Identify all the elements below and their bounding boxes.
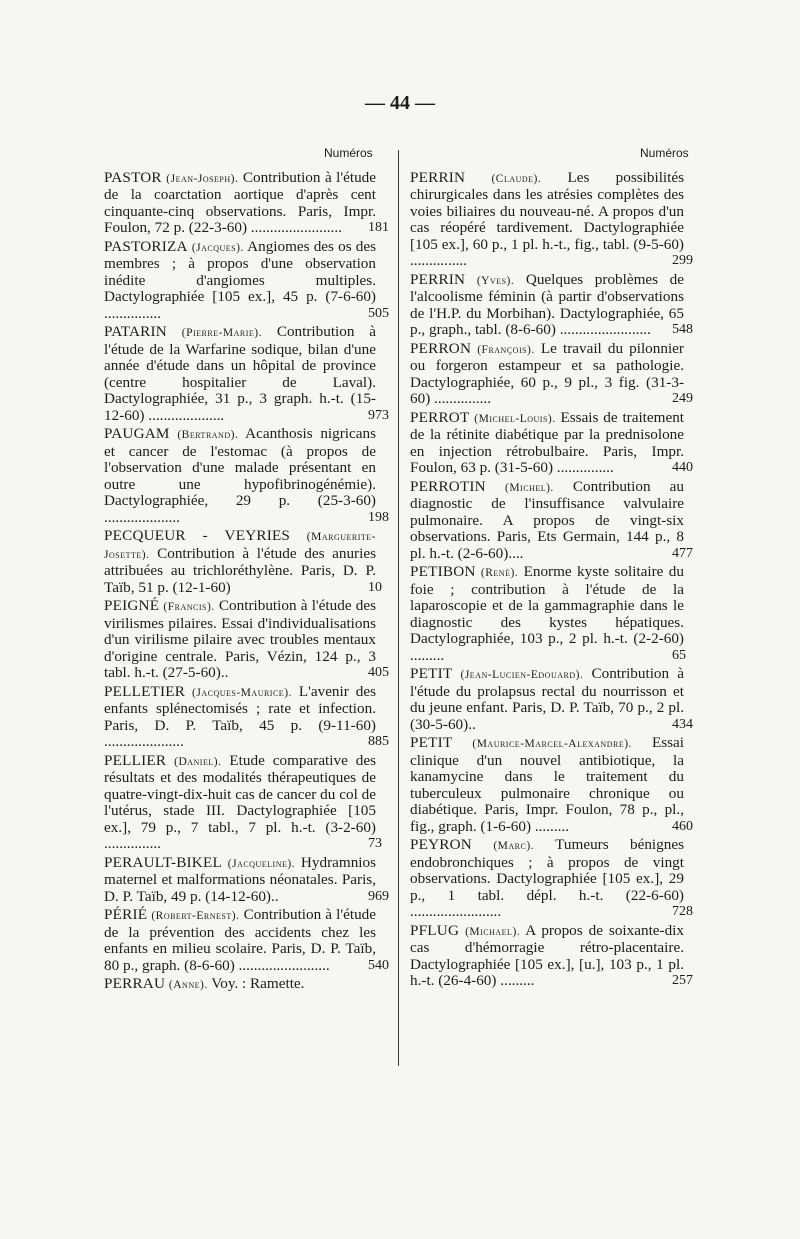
entry-given-names: (Francis). [163, 601, 215, 614]
entry-surname: PERAULT-BIKEL [104, 853, 222, 871]
entry-given-names: (Maurice-Marcel-Alexandre). [472, 738, 632, 751]
bibliography-entry [104, 597, 389, 682]
entry-number: 257 [672, 972, 693, 988]
bibliography-entry [104, 906, 389, 974]
bibliography-entry [104, 238, 389, 322]
entry-given-names: (René). [480, 567, 519, 580]
entry-text [104, 976, 376, 993]
entry-surname: PEIGNÉ [104, 597, 160, 615]
entry-description: Le travail du pilonnier ou forgeron estampeur et sa pathologie. Dactylographiée, 60 p., 9 pl., 3 fig. (31-3-60) ............... [410, 339, 684, 408]
entry-description: Voy. : Ramette. [211, 975, 305, 993]
left-column [104, 169, 389, 996]
entry-number: 198 [368, 509, 389, 525]
bibliography-entry [104, 323, 389, 424]
entry-number: 728 [672, 903, 693, 919]
entry-given-names: (Michel). [504, 481, 554, 494]
entry-number: 65 [672, 647, 686, 663]
entry-given-names: (Robert-Ernest). [151, 910, 240, 923]
entry-number: 460 [672, 818, 693, 834]
entry-surname: PEYRON [410, 836, 472, 854]
bibliography-entry [104, 527, 382, 596]
right-column [410, 169, 693, 992]
entry-text [104, 324, 376, 424]
page-number: — 44 — [365, 92, 435, 114]
entry-surname: PERROT [410, 408, 470, 426]
bibliography-entry [410, 339, 693, 408]
entry-description: Contribution à l'étude de la coarctation aortique d'après cent cinquante-cinq observations. Paris, Impr. Foulon, 72 p. (22-3-60) ........................ [104, 169, 377, 237]
entry-given-names: (François). [477, 343, 535, 356]
entry-description: Angiomes des os des membres ; à propos d'une observation inédite d'angiomes multiples. Dactylographiée [105 ex.], 45 p. (7-6-60) ............... [104, 238, 376, 322]
entry-description: Contribution au diagnostic de l'insuffisance valvulaire pulmonaire. A propos de vingt-six observations. Paris, Ets Germain, 144 p., 8 pl. h.-t. (2-6-60).... [410, 477, 685, 562]
entry-text [104, 753, 376, 853]
entry-given-names: (Anne). [168, 979, 208, 992]
bibliography-entry [410, 734, 693, 835]
bibliography-entry [410, 270, 693, 339]
entry-text [410, 170, 684, 270]
entry-description: Quelques problèmes de l'alcoolisme féminin (à partir d'observations de l'H.P. du Morbihan). Dactylographiée, 65 p., graph., tabl. (8-6-60) ........................ [410, 270, 684, 339]
bibliography-entry [410, 408, 693, 477]
entry-text [104, 684, 376, 751]
entry-given-names: (Jean-Lucien-Edouard). [460, 669, 584, 682]
entry-surname: PETIT [410, 734, 453, 752]
entry-surname: PERRIN [410, 270, 466, 288]
entry-text [410, 837, 684, 920]
entry-number: 405 [368, 665, 389, 681]
entry-surname: PERRON [410, 339, 472, 357]
entry-surname: PAUGAM [104, 425, 170, 443]
entry-description: A propos de soixante-dix cas d'hémorragie rétro-placentaire. Dactylographiée [105 ex.], [u.], 103 p., 1 pl. h.-t. (26-4-60) ......... [410, 921, 684, 989]
entry-surname: PASTOR [104, 169, 162, 186]
entry-number: 540 [368, 957, 389, 973]
bibliography-entry [410, 921, 693, 990]
entry-surname: PELLIER [104, 751, 167, 769]
entry-given-names: (Pierre-Marie). [181, 327, 262, 340]
entry-surname: PECQUEUR - VEYRIES [104, 527, 291, 545]
entry-description: L'avenir des enfants splénectomisés ; rate et infection. Paris, D. P. Taïb, 45 p. (9-11-60) ..................... [104, 682, 376, 751]
entry-given-names: (Marc). [493, 840, 535, 853]
entry-text [104, 528, 376, 596]
entry-number: 440 [672, 460, 693, 476]
entry-given-names: (Jean-Joseph). [166, 173, 239, 185]
entry-surname: PFLUG [410, 921, 460, 939]
entry-description: Les possibilités chirurgicales dans les atrésies complètes des voies biliaires du nouveau-né. A propos d'un cas réopéré tardivement. Dactylographiée [105 ex.], 60 p., 1 pl. h.-t., fig., tabl. (9-5-60) ............... [410, 169, 685, 270]
column-divider [398, 150, 399, 1066]
entry-text [104, 598, 376, 681]
entry-description: Enorme kyste solitaire du foie ; contribution à l'étude de la laparoscopie et de la gammagraphie dans le diagnostic des kystes hépatiques. Dactylographiée, 103 p., 2 pl. h.-t. (2-2-60) ......... [410, 563, 684, 664]
column-header-right: Numéros [640, 146, 689, 160]
entry-given-names: (Yves). [476, 274, 515, 287]
entry-text [410, 410, 684, 477]
entry-surname: PERRIN [410, 169, 466, 186]
entry-description: Essais de traitement de la rétinite diabétique par la prednisolone en injection rétrobulbaire. Paris, Impr. Foulon, 63 p. (31-5-60) ............... [410, 408, 685, 477]
entry-text [104, 907, 376, 974]
entry-number: 548 [672, 322, 693, 338]
entry-text [410, 564, 684, 664]
bibliography-entry [410, 169, 693, 270]
entry-number: 477 [672, 545, 693, 561]
entry-surname: PASTORIZA [104, 238, 188, 255]
bibliography-entry [104, 682, 389, 751]
entry-text [410, 666, 684, 733]
entry-number: 505 [368, 305, 389, 321]
entry-number: 249 [672, 391, 693, 407]
bibliography-entry [410, 564, 684, 664]
bibliography-entry [410, 477, 693, 562]
bibliography-entry [410, 836, 693, 920]
entry-given-names: (Jacques-Maurice). [192, 686, 292, 699]
entry-surname: PELLETIER [104, 682, 186, 700]
entry-given-names: (Marguerite-Josette). [104, 531, 376, 561]
entry-text [410, 341, 684, 408]
bibliography-entry [104, 976, 376, 993]
entry-surname: PETIBON [410, 563, 476, 581]
bibliography-entry [410, 665, 693, 733]
bibliography-entry [104, 169, 389, 237]
entry-text [410, 272, 684, 339]
entry-given-names: (Michel-Louis). [474, 412, 556, 425]
entry-number: 973 [368, 407, 389, 423]
entry-description: Contribution à l'étude des virilismes pilaires. Essai d'individualisations d'un virilisme pilaire avec troubles mentaux d'origine centrale. Paris, Vézin, 124 p., 3 tabl. h.-t. (27-5-60).. [104, 597, 377, 682]
entry-surname: PÉRIÉ [104, 906, 148, 924]
entry-description: Contribution à l'étude de la prévention des accidents chez les enfants en milieu scolaire. Paris, D. P. Taïb, 80 p., graph. (8-6-60) ........................ [104, 906, 376, 974]
entry-description: Hydramnios maternel et malformations néonatales. Paris, D. P. Taïb, 49 p. (14-12-60).. [104, 853, 377, 905]
entry-surname: PATARIN [104, 323, 167, 341]
entry-given-names: (Jacqueline). [227, 857, 296, 870]
entry-given-names: (Jacques). [191, 242, 244, 254]
entry-given-names: (Bertrand). [177, 429, 239, 442]
entry-number: 73 [368, 835, 382, 851]
entry-number: 299 [672, 253, 693, 269]
entry-surname: PERRAU [104, 975, 166, 993]
entry-text [104, 426, 376, 526]
entry-given-names: (Claude). [491, 173, 542, 185]
entry-number: 885 [368, 734, 389, 750]
entry-given-names: (Daniel). [174, 755, 222, 768]
bibliography-entry [104, 425, 389, 526]
entry-text [104, 170, 376, 237]
entry-number: 434 [672, 716, 693, 732]
entry-description: Contribution à l'étude des anuries attribuées au trichloréthylène. Paris, D. P. Taïb, 51 p. (12-1-60) [104, 544, 376, 596]
entry-surname: PERROTIN [410, 477, 486, 495]
entry-description: Contribution à l'étude de la Warfarine sodique, bilan d'une année d'étude dans un hôpital de province (centre hospitalier de Laval). Dactylographiée, 31 p., 3 graph. h.-t. (15-12-60) .................... [104, 323, 376, 424]
entry-text [104, 239, 376, 322]
entry-text [104, 855, 376, 905]
entry-description: Etude comparative des résultats et des modalités thérapeutiques de quatre-vingt-dix-huit cas de cancer du col de l'utérus, stade III. Dactylographiée [105 ex.], 79 p., 7 tabl., 7 pl. h.-t. (3-2-60) ............... [104, 751, 377, 852]
entry-text [410, 923, 684, 990]
entry-number: 10 [368, 579, 382, 595]
bibliography-entry [104, 853, 389, 905]
entry-text [410, 479, 684, 562]
entry-description: Tumeurs bénignes endobronchiques ; à propos de vingt observations. Dactylographiée [105 ex.], 29 p., 1 tabl. dépl. h.-t. (22-6-60) ........................ [410, 836, 684, 920]
entry-text [410, 735, 684, 835]
entry-description: Contribution à l'étude du prolapsus rectal du nourrisson et du jeune enfant. Paris, D. P. Taïb, 70 p., 2 pl. (30-5-60).. [410, 665, 685, 733]
entry-surname: PETIT [410, 665, 453, 683]
column-header-left: Numéros [324, 146, 373, 160]
entry-number: 181 [368, 220, 389, 236]
entry-number: 969 [368, 888, 389, 904]
entry-description: Acanthosis nigricans et cancer de l'estomac (à propos de l'observation d'une malade présentant en outre une hypofibrinogénémie). Dactylographiée, 29 p. (25-3-60) .................... [104, 425, 376, 526]
entry-description: Essai clinique d'un nouvel antibiotique, la kanamycine dans le traitement du tuberculeux pulmonaire chronique ou diabétique. Paris, Impr. Foulon, 78 p., pl., fig., graph. (1-6-60) ......... [410, 734, 684, 835]
bibliography-entry [104, 751, 382, 853]
entry-given-names: (Michael). [465, 925, 521, 938]
